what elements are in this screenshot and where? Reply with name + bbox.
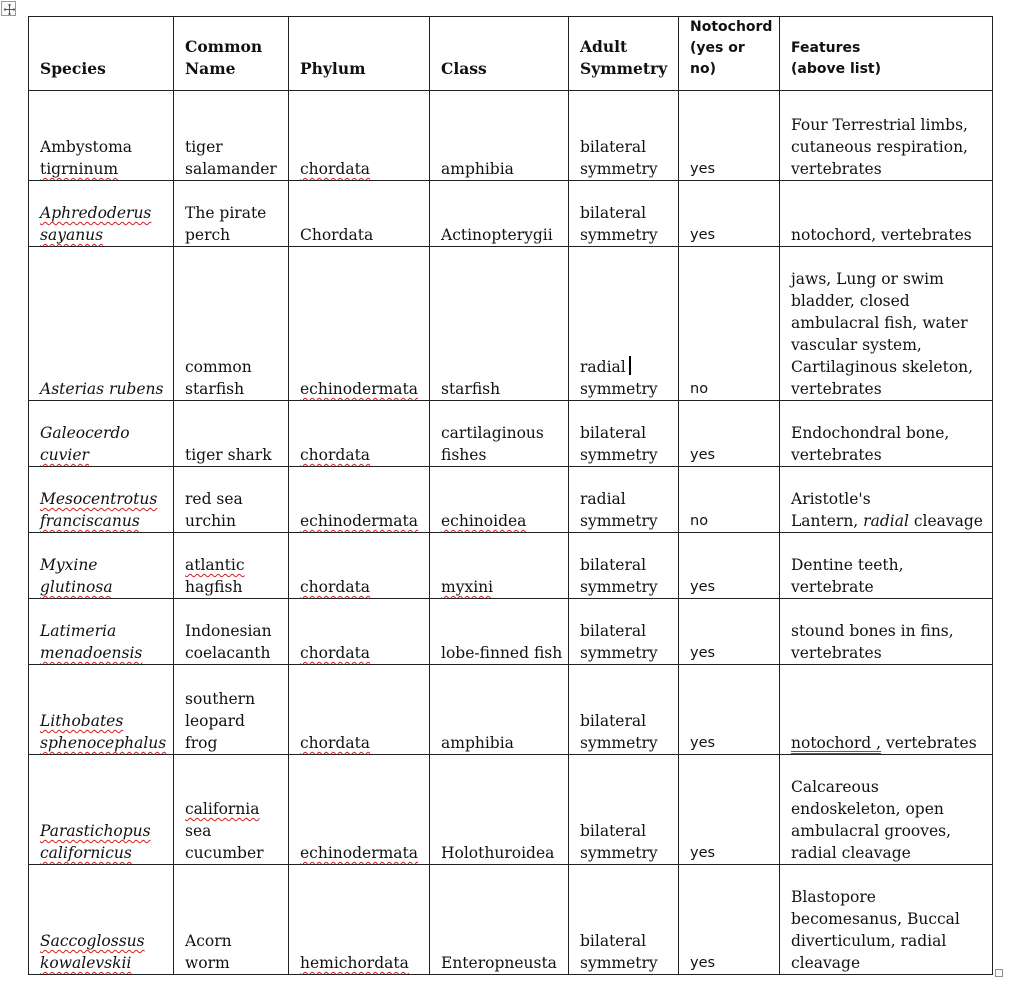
phylum-cell[interactable]: chordata — [289, 401, 430, 467]
symmetry-cell[interactable]: radial symmetry — [569, 467, 679, 533]
notochord-cell[interactable]: yes — [679, 181, 780, 247]
table-row — [29, 401, 993, 467]
features-cell[interactable]: Four Terrestrial limbs, cutaneous respiration, vertebrates — [780, 91, 993, 181]
class-cell[interactable]: amphibia — [430, 91, 569, 181]
notochord-cell[interactable]: yes — [679, 599, 780, 665]
features-cell[interactable]: notochord , vertebrates — [780, 665, 993, 755]
species-cell[interactable]: Mesocentrotus franciscanus — [29, 467, 174, 533]
table-row — [29, 865, 993, 975]
phylum-cell[interactable]: chordata — [289, 665, 430, 755]
header-features: Features (above list) — [780, 17, 993, 91]
features-cell[interactable]: stound bones in fins, vertebrates — [780, 599, 993, 665]
notochord-cell[interactable]: yes — [679, 865, 780, 975]
table-row — [29, 755, 993, 865]
header-phylum: Phylum — [289, 17, 430, 91]
class-cell[interactable]: cartilaginous fishes — [430, 401, 569, 467]
notochord-cell[interactable]: no — [679, 247, 780, 401]
species-cell[interactable]: Galeocerdo cuvier — [29, 401, 174, 467]
notochord-cell[interactable]: yes — [679, 533, 780, 599]
phylum-cell[interactable]: echinodermata — [289, 755, 430, 865]
common-name-cell[interactable]: The pirate perch — [174, 181, 289, 247]
features-cell[interactable]: Calcareous endoskeleton, open ambulacral grooves, radial cleavage — [780, 755, 993, 865]
phylum-cell[interactable]: echinodermata — [289, 247, 430, 401]
species-cell[interactable]: Latimeria menadoensis — [29, 599, 174, 665]
notochord-cell[interactable]: yes — [679, 401, 780, 467]
species-cell[interactable]: Asterias rubens — [29, 247, 174, 401]
phylum-cell[interactable]: hemichordata — [289, 865, 430, 975]
phylum-cell[interactable]: chordata — [289, 91, 430, 181]
symmetry-cell[interactable]: bilateral symmetry — [569, 401, 679, 467]
header-row — [29, 17, 993, 91]
header-species: Species — [29, 17, 174, 91]
features-cell[interactable]: notochord, vertebrates — [780, 181, 993, 247]
table-move-handle[interactable] — [1, 1, 16, 16]
common-name-cell[interactable]: atlantic hagfish — [174, 533, 289, 599]
species-cell[interactable]: Ambystoma tigrninum — [29, 91, 174, 181]
common-name-cell[interactable]: Acorn worm — [174, 865, 289, 975]
species-cell[interactable]: Parastichopus californicus — [29, 755, 174, 865]
class-cell[interactable]: Enteropneusta — [430, 865, 569, 975]
table-row — [29, 467, 993, 533]
common-name-cell[interactable]: Indonesian coelacanth — [174, 599, 289, 665]
symmetry-cell[interactable]: bilateral symmetry — [569, 755, 679, 865]
symmetry-cell[interactable]: bilateral symmetry — [569, 599, 679, 665]
features-cell[interactable]: jaws, Lung or swim bladder, closed ambulacral fish, water vascular system, Cartilaginous skeleton, vertebrates — [780, 247, 993, 401]
phylum-cell[interactable]: echinodermata — [289, 467, 430, 533]
class-cell[interactable]: Actinopterygii — [430, 181, 569, 247]
class-cell[interactable]: lobe-finned fish — [430, 599, 569, 665]
symmetry-cell[interactable]: bilateral symmetry — [569, 181, 679, 247]
notochord-cell[interactable]: yes — [679, 665, 780, 755]
notochord-cell[interactable]: yes — [679, 755, 780, 865]
species-cell[interactable]: Myxine glutinosa — [29, 533, 174, 599]
move-arrows-icon — [2, 2, 17, 17]
common-name-cell[interactable]: red sea urchin — [174, 467, 289, 533]
phylum-cell[interactable]: Chordata — [289, 181, 430, 247]
header-notochord: Notochord (yes or no) — [679, 17, 780, 91]
table-row — [29, 599, 993, 665]
common-name-cell[interactable]: tiger shark — [174, 401, 289, 467]
phylum-cell[interactable]: chordata — [289, 533, 430, 599]
phylum-cell[interactable]: chordata — [289, 599, 430, 665]
features-cell[interactable]: Endochondral bone, vertebrates — [780, 401, 993, 467]
header-common-name: Common Name — [174, 17, 289, 91]
common-name-cell[interactable]: tiger salamander — [174, 91, 289, 181]
class-cell[interactable]: myxini — [430, 533, 569, 599]
notochord-cell[interactable]: no — [679, 467, 780, 533]
features-cell[interactable]: Dentine teeth, vertebrate — [780, 533, 993, 599]
common-name-cell[interactable]: southern leopard frog — [174, 665, 289, 755]
class-cell[interactable]: Holothuroidea — [430, 755, 569, 865]
symmetry-cell[interactable]: bilateral symmetry — [569, 91, 679, 181]
notochord-cell[interactable]: yes — [679, 91, 780, 181]
table-row — [29, 181, 993, 247]
symmetry-cell[interactable]: bilateral symmetry — [569, 533, 679, 599]
species-cell[interactable]: Lithobates sphenocephalus — [29, 665, 174, 755]
table-row — [29, 665, 993, 755]
species-cell[interactable]: Saccoglossus kowalevskii — [29, 865, 174, 975]
common-name-cell[interactable]: california sea cucumber — [174, 755, 289, 865]
symmetry-cell[interactable]: radial symmetry — [569, 247, 679, 401]
class-cell[interactable]: amphibia — [430, 665, 569, 755]
text-cursor — [629, 356, 631, 375]
species-table — [28, 16, 993, 975]
common-name-cell[interactable]: common starfish — [174, 247, 289, 401]
symmetry-cell[interactable]: bilateral symmetry — [569, 665, 679, 755]
class-cell[interactable]: echinoidea — [430, 467, 569, 533]
class-cell[interactable]: starfish — [430, 247, 569, 401]
features-cell[interactable]: Blastopore becomesanus, Buccal diverticulum, radial cleavage — [780, 865, 993, 975]
table-row — [29, 247, 993, 401]
header-class: Class — [430, 17, 569, 91]
table-row — [29, 533, 993, 599]
header-adult-symmetry: Adult Symmetry — [569, 17, 679, 91]
species-cell[interactable]: Aphredoderus sayanus — [29, 181, 174, 247]
table-row — [29, 91, 993, 181]
features-cell[interactable]: Aristotle's Lantern, radial cleavage — [780, 467, 993, 533]
symmetry-cell[interactable]: bilateral symmetry — [569, 865, 679, 975]
table-resize-handle[interactable] — [995, 969, 1003, 977]
